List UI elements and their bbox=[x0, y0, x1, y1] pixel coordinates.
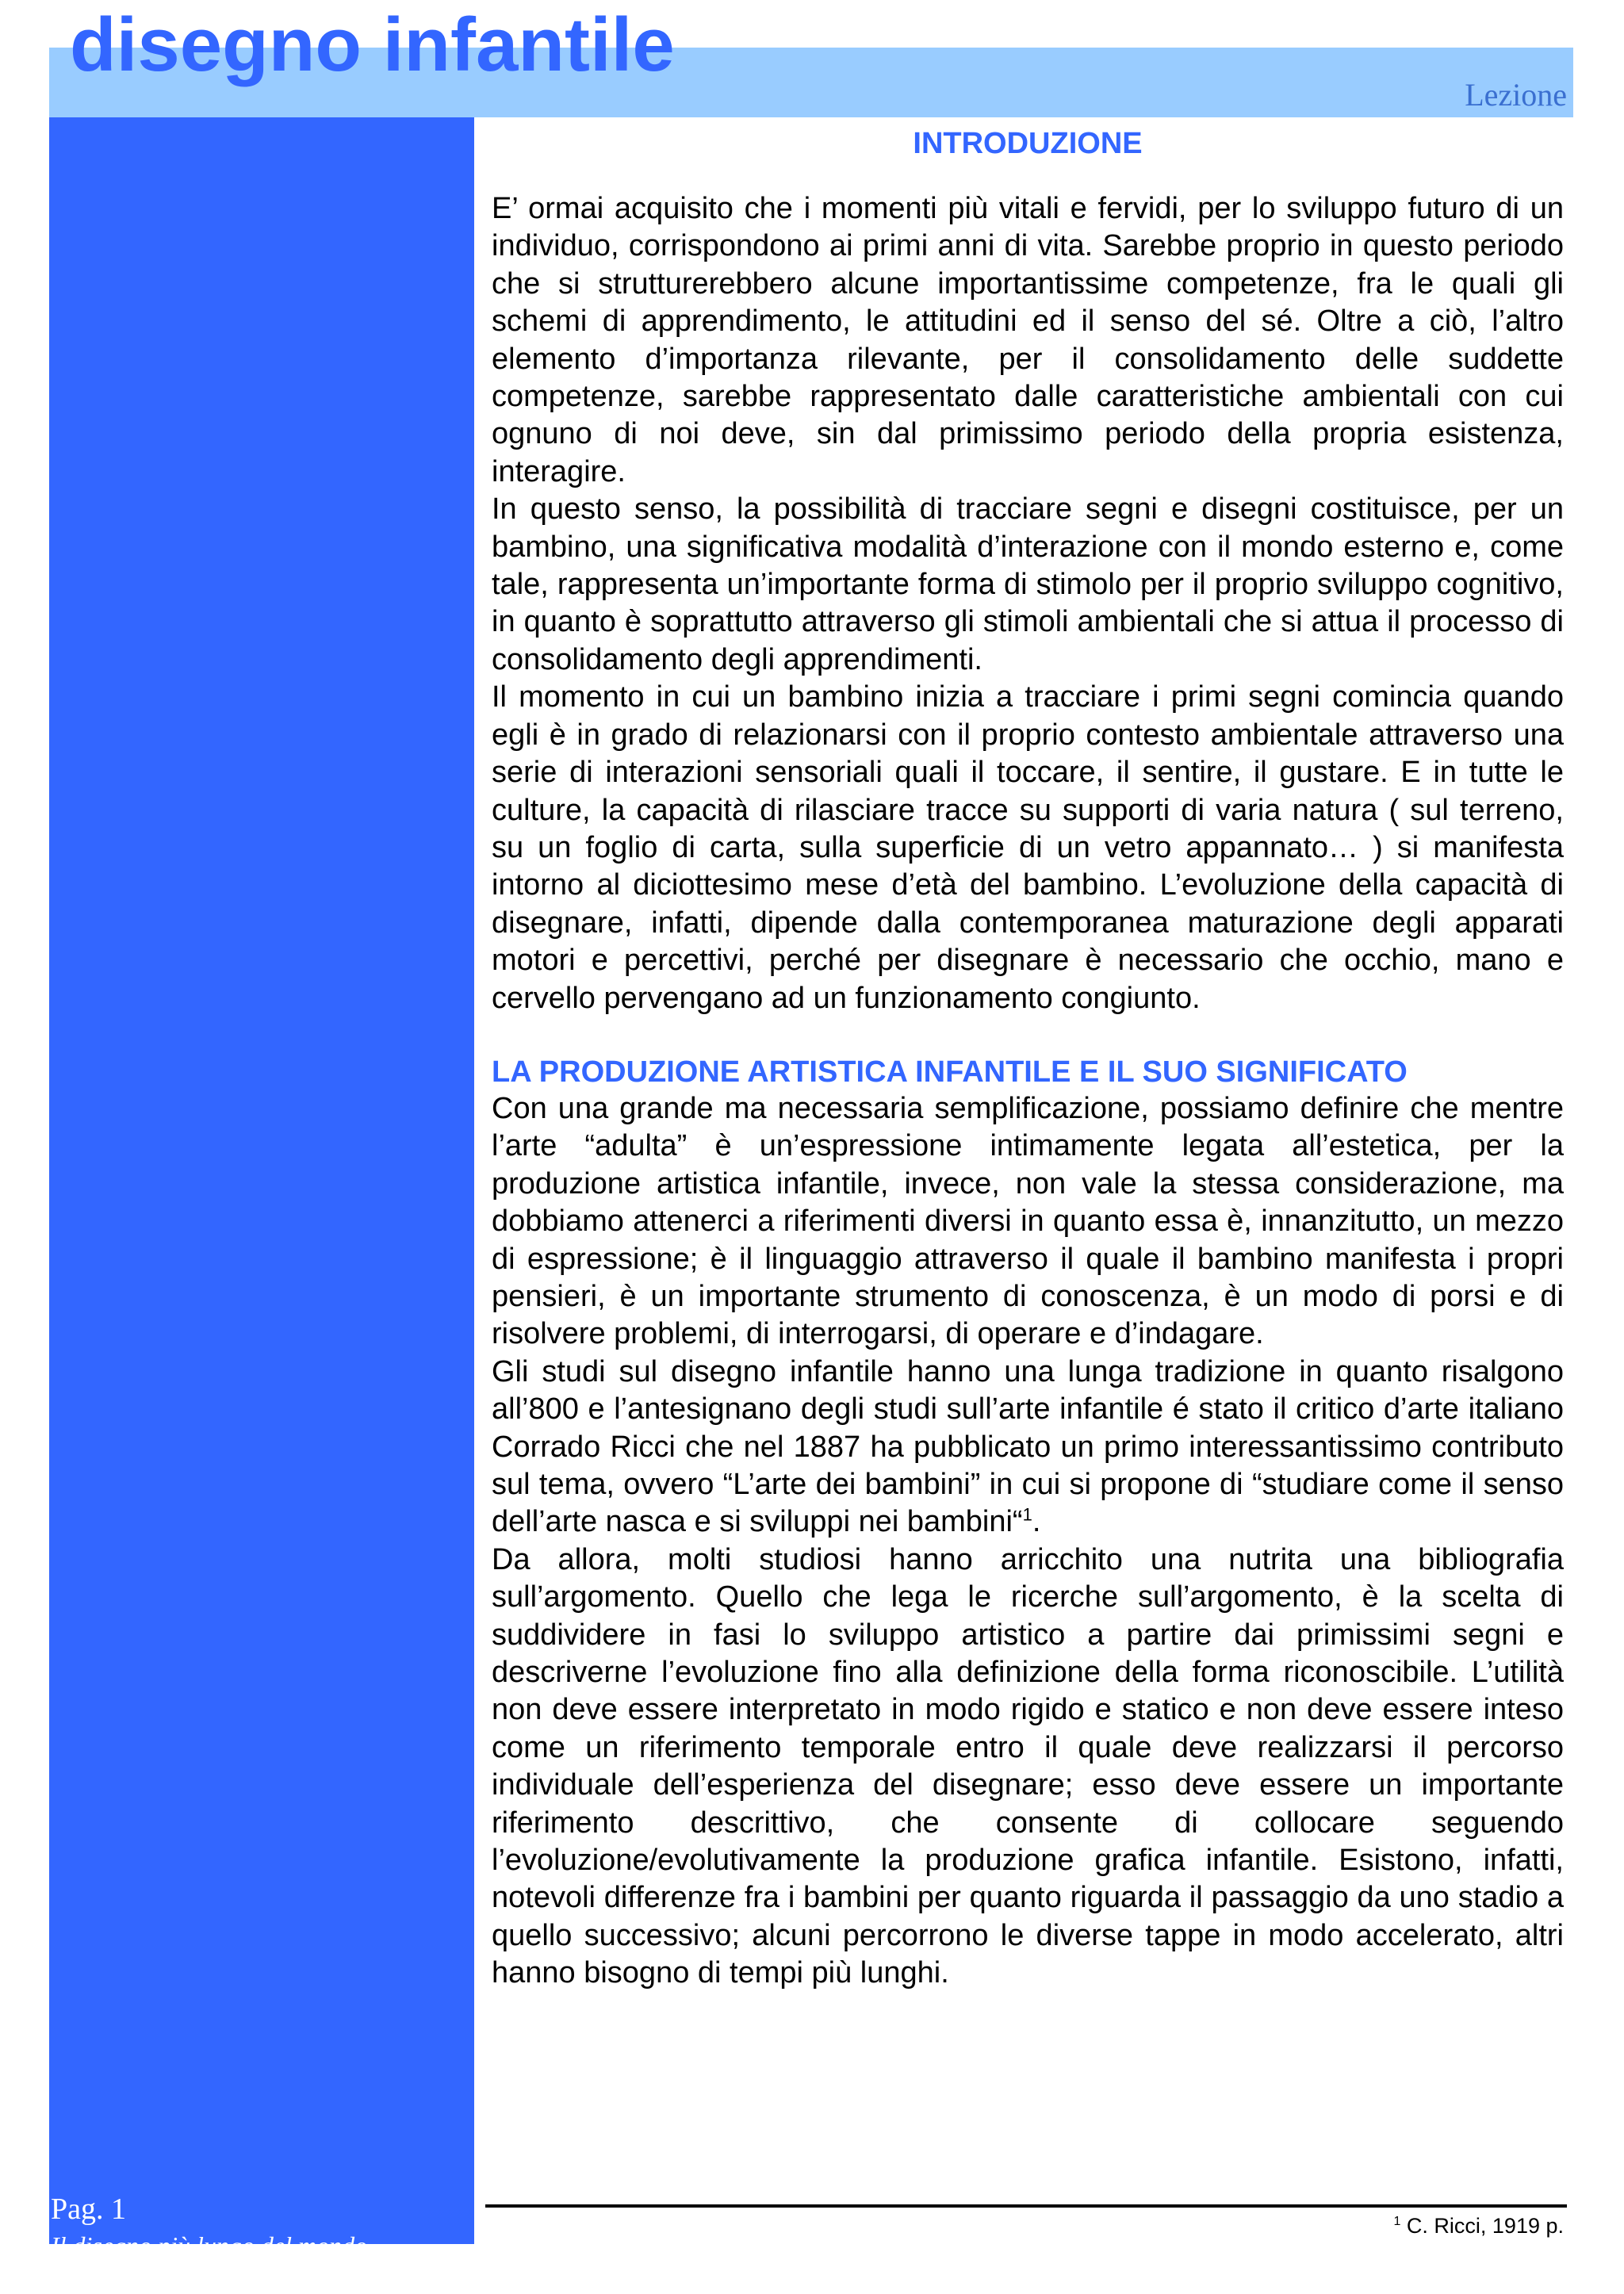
header-band bbox=[49, 2, 1573, 117]
art-paragraph-2-text: Gli studi sul disegno infantile hanno una lunga tradizione in quanto risalgono all’800 e l’antesignano degli studi sull’arte infantile é stato il critico d’arte italiano Corrado Ricci che nel 1887 ha pubblicato un primo interessantissimo contributo sul tema, ovvero “L’arte dei bambini” in cui si propone di “studiare come il senso dell’arte nasca e si sviluppi nei bambini“ bbox=[492, 1354, 1564, 1539]
art-paragraph-3: Da allora, molti studiosi hanno arricchito una nutrita una bibliografia sull’argomento. Quello che lega le ricerche sull’argomento, è la scelta di suddividere in fasi lo sviluppo artistico a partire dai primissimi segni e descriverne l’evoluzione fino alla definizione della forma riconoscibile. L’utilità non deve essere interpretato in modo rigido e statico e non deve essere inteso come un riferimento temporale entro il quale deve realizzarsi il percorso individuale dell’esperienza del disegnare; esso deve essere un importante riferimento descrittivo, che consente di collocare seguendo l’evoluzione/evolutivamente la produzione grafica infantile. Esistono, infatti, notevoli differenze fra i bambini per quanto riguarda il passaggio da uno stadio a quello successivo; alcuni percorrono le diverse tappe in modo accelerato, altri hanno bisogno di tempi più lunghi. bbox=[492, 1542, 1564, 1990]
art-paragraph-2-end: . bbox=[1032, 1505, 1041, 1539]
main-content bbox=[492, 117, 1564, 1993]
intro-paragraph-1: E’ ormai acquisito che i momenti più vitali e fervidi, per lo sviluppo futuro di un individuo, corrispondono ai primi anni di vita. Sarebbe proprio in questo periodo che si strutturerebbero alcune importantissime competenze, fra le quali gli schemi di apprendimento, le attitudini ed il senso del sé. Oltre a ciò, l’altro elemento d’importanza rilevante, per il consolidamento delle suddette competenze, sarebbe rappresentato dalle caratteristiche ambientali con cui ognuno di noi deve, sin dal primissimo periodo della propria esistenza, interagire. bbox=[492, 192, 1564, 488]
footnote bbox=[1394, 2212, 1565, 2239]
footnote-reference[interactable]: 1 bbox=[1022, 1504, 1032, 1525]
intro-paragraph-2: In questo senso, la possibilità di tracciare segni e disegni costituisce, per un bambino, una significativa modalità d’interazione con il mondo esterno e, come tale, rappresenta un’importante forma di stimolo per il proprio sviluppo cognitivo, in quanto è soprattutto attraverso gli stimoli ambientali che si attua il processo di consolidamento degli apprendimenti. bbox=[492, 492, 1564, 676]
page-number: Pag. 1 bbox=[51, 2193, 126, 2226]
footnote-text: C. Ricci, 1919 p. bbox=[1400, 2214, 1564, 2238]
intro-paragraph-3: Il momento in cui un bambino inizia a tracciare i primi segni comincia quando egli è in grado di relazionarsi con il proprio contesto ambientale attraverso una serie di interazioni sensoriali quali il toccare, il sentire, il gustare. E in tutte le culture, la capacità di rilasciare tracce su supporti di varia natura ( sul terreno, su un foglio di carta, sulla superficie di un vetro appannato… ) si manifesta intorno al diciottesimo mese d’età del bambino. L’evoluzione della capacità di disegnare, infatti, dipende dalla contemporanea maturazione degli apparati motori e percettivi, perché per disegnare è necessario che occhio, mano e cervello pervengano ad un funzionamento congiunto. bbox=[492, 680, 1564, 1015]
header-title: disegno infantile bbox=[70, 2, 675, 87]
art-paragraph-1: Con una grande ma necessaria semplificazione, possiamo definire che mentre l’arte “adulta” è un’espressione intimamente legata all’estetica, per la produzione artistica infantile, invece, non vale la stessa considerazione, ma dobbiamo attenerci a riferimenti diversi in quanto essa è, innanzitutto, un mezzo di espressione; è il linguaggio attraverso il quale il bambino manifesta i propri pensieri, è un importante strumento di conoscenza, è un modo di porsi e di risolvere problemi, di interrogarsi, di operare e d’indagare. bbox=[492, 1091, 1564, 1351]
intro-heading: INTRODUZIONE bbox=[913, 127, 1143, 160]
art-heading: LA PRODUZIONE ARTISTICA INFANTILE E IL SUO SIGNIFICATO bbox=[492, 1055, 1408, 1089]
sidebar bbox=[49, 117, 474, 2260]
header-section-label: Lezione bbox=[1465, 77, 1567, 113]
document-subtitle: Il disegno più lungo del mondo bbox=[51, 2231, 368, 2260]
footnote-divider bbox=[485, 2204, 1567, 2208]
art-paragraph-2 bbox=[492, 1354, 1564, 1541]
footnote-marker: 1 bbox=[1393, 2215, 1401, 2228]
